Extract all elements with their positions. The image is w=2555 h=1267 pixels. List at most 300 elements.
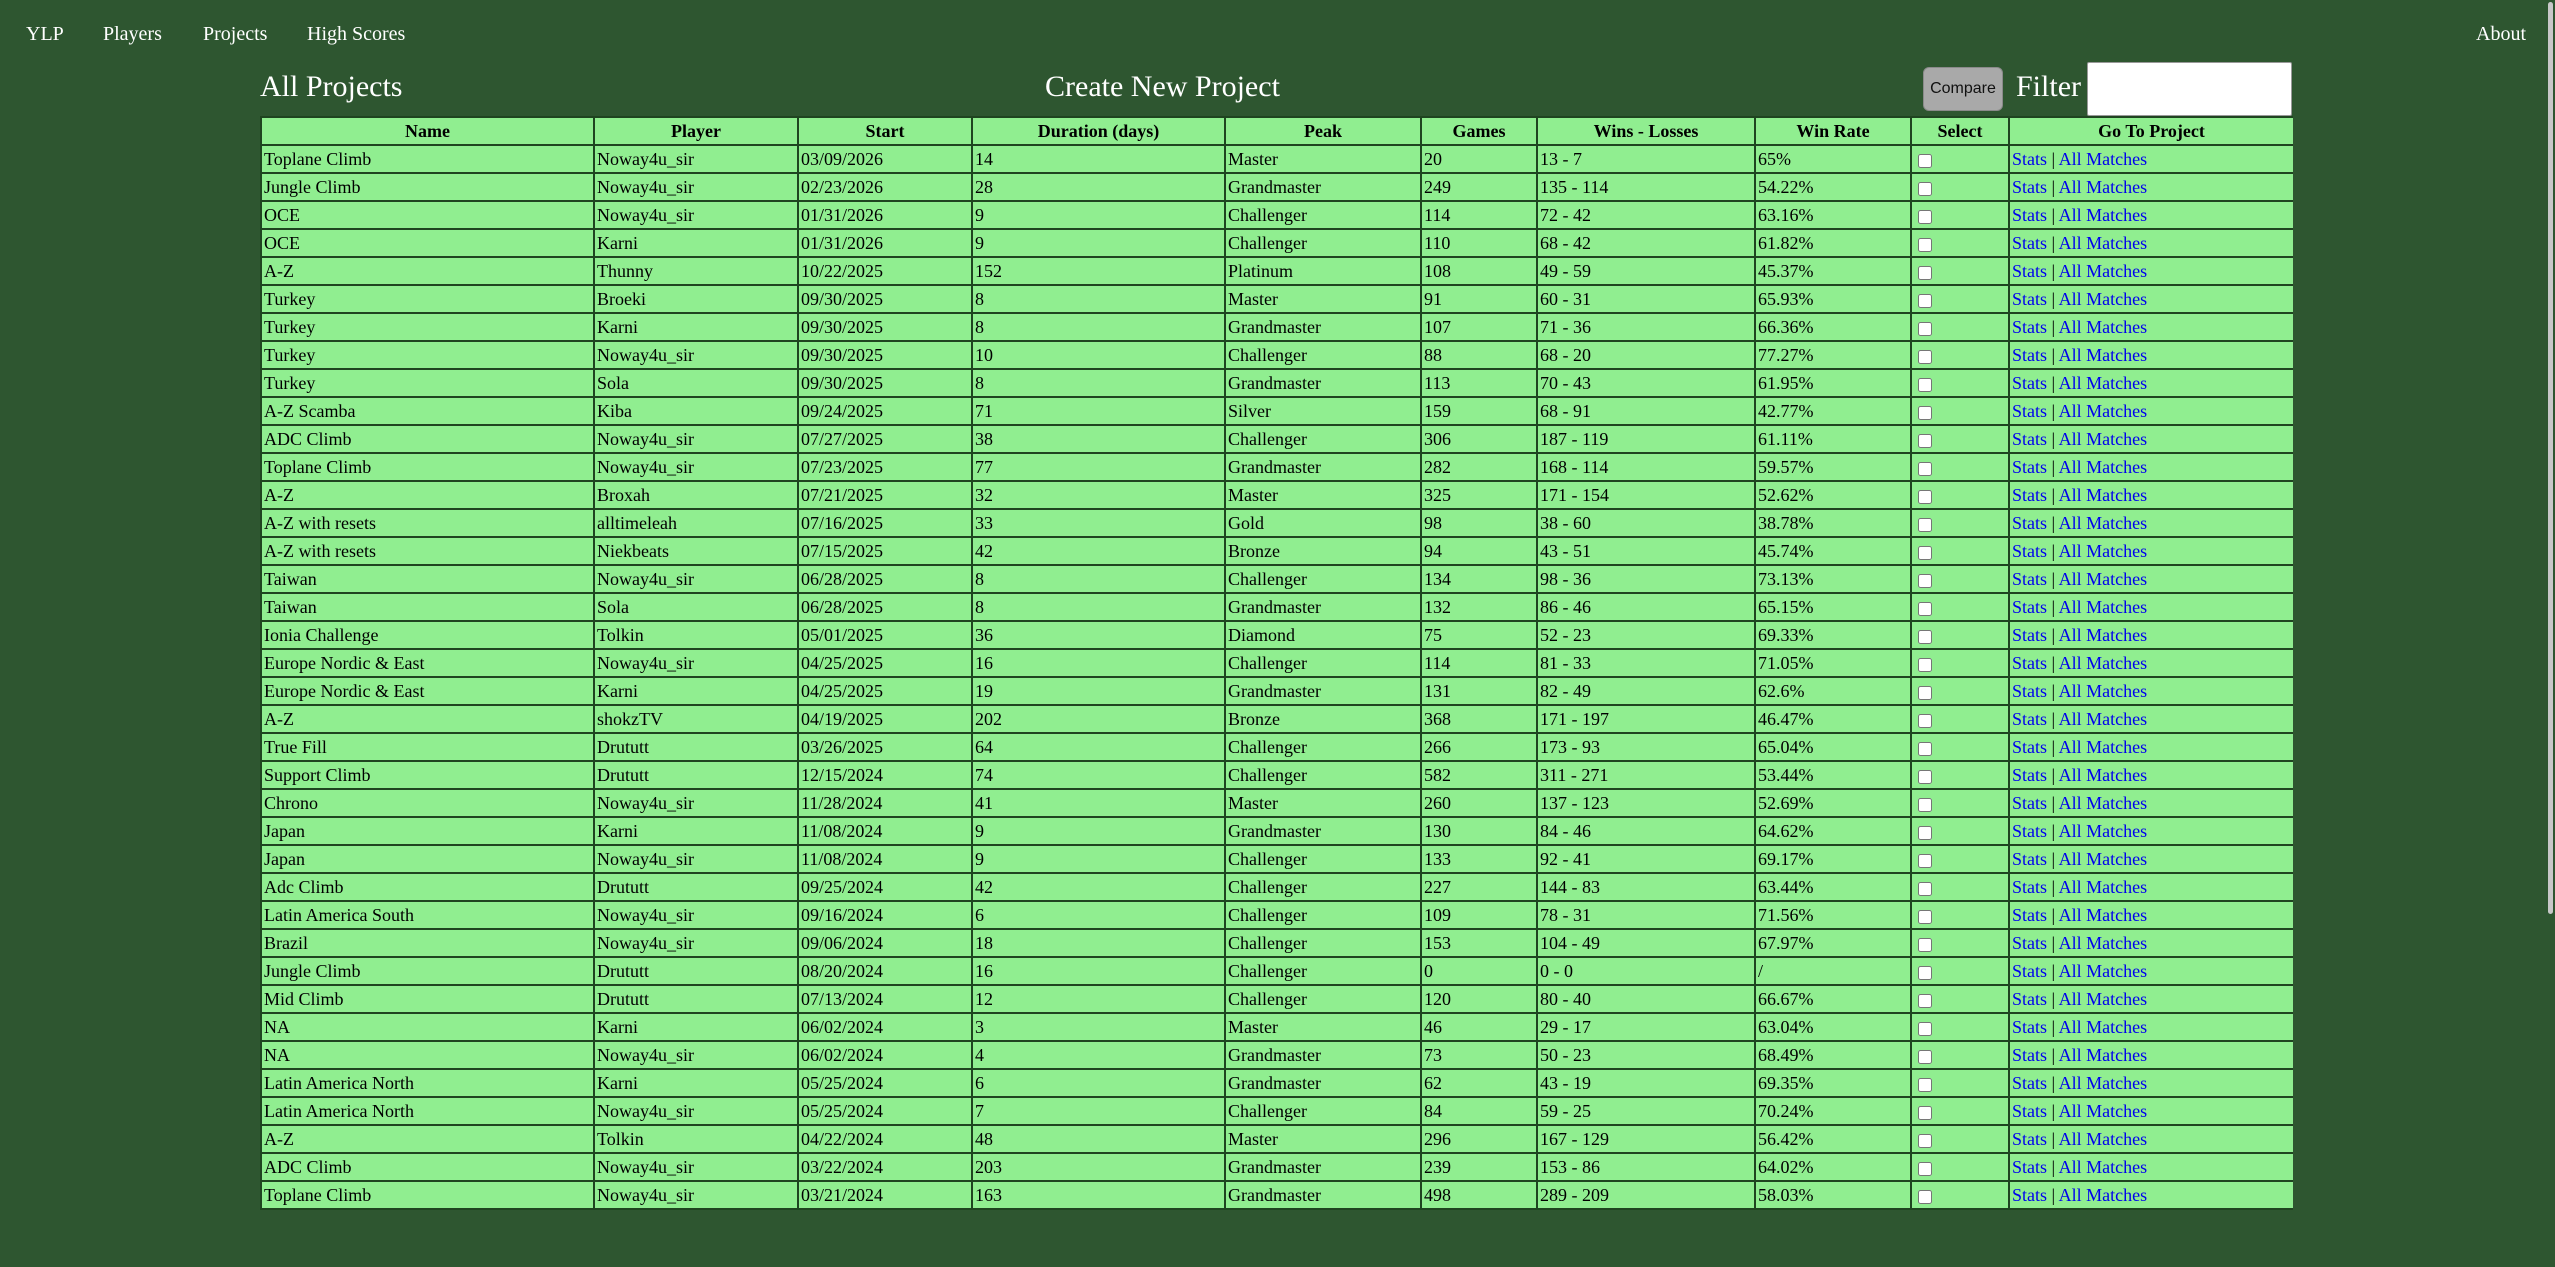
project-name-cell: OCE (261, 201, 594, 229)
stats-link[interactable]: Stats (2012, 849, 2048, 869)
all-matches-link[interactable]: All Matches (2058, 149, 2148, 169)
select-checkbox[interactable] (1918, 630, 1932, 644)
games-cell: 282 (1421, 453, 1537, 481)
select-checkbox[interactable] (1918, 1162, 1932, 1176)
table-row (261, 481, 2293, 509)
stats-link[interactable]: Stats (2012, 233, 2048, 253)
stats-link[interactable]: Stats (2012, 597, 2048, 617)
all-matches-link[interactable]: All Matches (2058, 177, 2148, 197)
filter-input[interactable] (2087, 62, 2292, 116)
project-name-cell: Taiwan (261, 593, 594, 621)
stats-link[interactable]: Stats (2012, 541, 2048, 561)
all-matches-link[interactable]: All Matches (2058, 709, 2148, 729)
stats-link[interactable]: Stats (2012, 1017, 2048, 1037)
select-checkbox[interactable] (1918, 350, 1932, 364)
stats-link[interactable]: Stats (2012, 149, 2048, 169)
select-checkbox[interactable] (1918, 910, 1932, 924)
link-separator: | (2047, 373, 2059, 393)
all-matches-link[interactable]: All Matches (2058, 261, 2148, 281)
all-matches-link[interactable]: All Matches (2058, 849, 2148, 869)
player-cell: Noway4u_sir (594, 173, 798, 201)
peak-cell: Challenger (1225, 425, 1421, 453)
link-separator: | (2047, 1017, 2059, 1037)
stats-link[interactable]: Stats (2012, 1073, 2048, 1093)
stats-link[interactable]: Stats (2012, 625, 2048, 645)
player-cell: Karni (594, 817, 798, 845)
go-to-project-cell (2009, 845, 2293, 873)
wins-losses-cell: 13 - 7 (1537, 145, 1755, 173)
all-matches-link[interactable]: All Matches (2058, 205, 2148, 225)
go-to-project-cell (2009, 901, 2293, 929)
stats-link[interactable]: Stats (2012, 457, 2048, 477)
all-matches-link[interactable]: All Matches (2058, 821, 2148, 841)
duration-cell: 28 (972, 173, 1225, 201)
select-cell (1911, 957, 2009, 985)
go-to-project-cell (2009, 397, 2293, 425)
wins-losses-cell: 144 - 83 (1537, 873, 1755, 901)
all-matches-link[interactable]: All Matches (2058, 1185, 2148, 1205)
player-cell: Karni (594, 229, 798, 257)
duration-cell: 7 (972, 1097, 1225, 1125)
stats-link[interactable]: Stats (2012, 1101, 2048, 1121)
table-row (261, 257, 2293, 285)
all-matches-link[interactable]: All Matches (2058, 429, 2148, 449)
stats-link[interactable]: Stats (2012, 877, 2048, 897)
stats-link[interactable]: Stats (2012, 485, 2048, 505)
all-matches-link[interactable]: All Matches (2058, 793, 2148, 813)
select-checkbox[interactable] (1918, 742, 1932, 756)
all-matches-link[interactable]: All Matches (2058, 597, 2148, 617)
select-checkbox[interactable] (1918, 826, 1932, 840)
link-separator: | (2047, 1101, 2059, 1121)
wins-losses-cell: 168 - 114 (1537, 453, 1755, 481)
stats-link[interactable]: Stats (2012, 373, 2048, 393)
project-name-cell: Turkey (261, 313, 594, 341)
stats-link[interactable]: Stats (2012, 289, 2048, 309)
wins-losses-cell: 38 - 60 (1537, 509, 1755, 537)
go-to-project-cell (2009, 677, 2293, 705)
all-matches-link[interactable]: All Matches (2058, 457, 2148, 477)
peak-cell: Bronze (1225, 705, 1421, 733)
stats-link[interactable]: Stats (2012, 513, 2048, 533)
stats-link[interactable]: Stats (2012, 1185, 2048, 1205)
all-matches-link[interactable]: All Matches (2058, 765, 2148, 785)
scrollbar-thumb[interactable] (2548, 2, 2553, 914)
stats-link[interactable]: Stats (2012, 989, 2048, 1009)
go-to-project-cell (2009, 1069, 2293, 1097)
select-checkbox[interactable] (1918, 322, 1932, 336)
start-date-cell: 03/22/2024 (798, 1153, 972, 1181)
all-matches-link[interactable]: All Matches (2058, 1129, 2148, 1149)
player-cell: Noway4u_sir (594, 929, 798, 957)
player-cell: Noway4u_sir (594, 201, 798, 229)
select-checkbox[interactable] (1918, 182, 1932, 196)
projects-table-container (260, 116, 2293, 1267)
games-cell: 582 (1421, 761, 1537, 789)
select-checkbox[interactable] (1918, 462, 1932, 476)
select-checkbox[interactable] (1918, 518, 1932, 532)
table-row (261, 705, 2293, 733)
peak-cell: Grandmaster (1225, 369, 1421, 397)
table-row (261, 509, 2293, 537)
win-rate-cell: 69.35% (1755, 1069, 1911, 1097)
peak-cell: Grandmaster (1225, 1041, 1421, 1069)
all-matches-link[interactable]: All Matches (2058, 569, 2148, 589)
select-checkbox[interactable] (1918, 994, 1932, 1008)
project-name-cell: NA (261, 1041, 594, 1069)
stats-link[interactable]: Stats (2012, 1045, 2048, 1065)
win-rate-cell: 45.37% (1755, 257, 1911, 285)
wins-losses-cell: 68 - 20 (1537, 341, 1755, 369)
filter-label: Filter (2016, 70, 2081, 103)
stats-link[interactable]: Stats (2012, 653, 2048, 673)
project-name-cell: Turkey (261, 369, 594, 397)
stats-link[interactable]: Stats (2012, 1129, 2048, 1149)
table-row (261, 761, 2293, 789)
select-checkbox[interactable] (1918, 1078, 1932, 1092)
peak-cell: Master (1225, 145, 1421, 173)
link-separator: | (2047, 877, 2059, 897)
all-matches-link[interactable]: All Matches (2058, 905, 2148, 925)
all-matches-link[interactable]: All Matches (2058, 625, 2148, 645)
wins-losses-cell: 104 - 49 (1537, 929, 1755, 957)
all-matches-link[interactable]: All Matches (2058, 373, 2148, 393)
player-cell: Drututt (594, 873, 798, 901)
peak-cell: Master (1225, 1013, 1421, 1041)
project-name-cell: A-Z with resets (261, 509, 594, 537)
duration-cell: 41 (972, 789, 1225, 817)
project-name-cell: Latin America North (261, 1097, 594, 1125)
select-checkbox[interactable] (1918, 238, 1932, 252)
select-checkbox[interactable] (1918, 686, 1932, 700)
col-duration-header: Duration (days) (972, 117, 1225, 145)
table-row (261, 229, 2293, 257)
start-date-cell: 04/22/2024 (798, 1125, 972, 1153)
all-matches-link[interactable]: All Matches (2058, 513, 2148, 533)
all-matches-link[interactable]: All Matches (2058, 401, 2148, 421)
player-cell: Noway4u_sir (594, 453, 798, 481)
link-separator: | (2047, 1157, 2059, 1177)
select-checkbox[interactable] (1918, 266, 1932, 280)
start-date-cell: 07/21/2025 (798, 481, 972, 509)
select-checkbox[interactable] (1918, 882, 1932, 896)
player-cell: Karni (594, 313, 798, 341)
go-to-project-cell (2009, 509, 2293, 537)
select-checkbox[interactable] (1918, 770, 1932, 784)
go-to-project-cell (2009, 453, 2293, 481)
stats-link[interactable]: Stats (2012, 1157, 2048, 1177)
select-checkbox[interactable] (1918, 378, 1932, 392)
select-checkbox[interactable] (1918, 1190, 1932, 1204)
table-row (261, 565, 2293, 593)
project-name-cell: Europe Nordic & East (261, 649, 594, 677)
wins-losses-cell: 50 - 23 (1537, 1041, 1755, 1069)
select-checkbox[interactable] (1918, 1134, 1932, 1148)
table-row (261, 425, 2293, 453)
win-rate-cell: 62.6% (1755, 677, 1911, 705)
start-date-cell: 05/25/2024 (798, 1069, 972, 1097)
start-date-cell: 09/16/2024 (798, 901, 972, 929)
player-cell: Sola (594, 593, 798, 621)
peak-cell: Master (1225, 285, 1421, 313)
select-checkbox[interactable] (1918, 294, 1932, 308)
all-matches-link[interactable]: All Matches (2058, 1017, 2148, 1037)
stats-link[interactable]: Stats (2012, 177, 2048, 197)
all-matches-link[interactable]: All Matches (2058, 1045, 2148, 1065)
select-checkbox[interactable] (1918, 1050, 1932, 1064)
peak-cell: Master (1225, 1125, 1421, 1153)
all-matches-link[interactable]: All Matches (2058, 1157, 2148, 1177)
win-rate-cell: 61.11% (1755, 425, 1911, 453)
table-row (261, 313, 2293, 341)
wins-losses-cell: 29 - 17 (1537, 1013, 1755, 1041)
player-cell: Karni (594, 1013, 798, 1041)
select-cell (1911, 1097, 2009, 1125)
stats-link[interactable]: Stats (2012, 737, 2048, 757)
all-matches-link[interactable]: All Matches (2058, 485, 2148, 505)
all-matches-link[interactable]: All Matches (2058, 961, 2148, 981)
select-cell (1911, 621, 2009, 649)
create-new-project-link[interactable]: Create New Project (1045, 70, 1280, 103)
project-name-cell: Europe Nordic & East (261, 677, 594, 705)
select-checkbox[interactable] (1918, 1106, 1932, 1120)
select-cell (1911, 873, 2009, 901)
stats-link[interactable]: Stats (2012, 961, 2048, 981)
link-separator: | (2047, 317, 2059, 337)
all-matches-link[interactable]: All Matches (2058, 653, 2148, 673)
all-matches-link[interactable]: All Matches (2058, 289, 2148, 309)
stats-link[interactable]: Stats (2012, 345, 2048, 365)
games-cell: 306 (1421, 425, 1537, 453)
go-to-project-cell (2009, 481, 2293, 509)
select-checkbox[interactable] (1918, 490, 1932, 504)
stats-link[interactable]: Stats (2012, 317, 2048, 337)
wins-losses-cell: 311 - 271 (1537, 761, 1755, 789)
table-row (261, 145, 2293, 173)
all-matches-link[interactable]: All Matches (2058, 1073, 2148, 1093)
duration-cell: 8 (972, 313, 1225, 341)
win-rate-cell: 64.02% (1755, 1153, 1911, 1181)
duration-cell: 38 (972, 425, 1225, 453)
col-start-header: Start (798, 117, 972, 145)
duration-cell: 9 (972, 845, 1225, 873)
select-checkbox[interactable] (1918, 854, 1932, 868)
all-matches-link[interactable]: All Matches (2058, 989, 2148, 1009)
games-cell: 94 (1421, 537, 1537, 565)
player-cell: Noway4u_sir (594, 425, 798, 453)
select-checkbox[interactable] (1918, 574, 1932, 588)
select-cell (1911, 453, 2009, 481)
start-date-cell: 05/01/2025 (798, 621, 972, 649)
project-name-cell: Adc Climb (261, 873, 594, 901)
duration-cell: 32 (972, 481, 1225, 509)
link-separator: | (2047, 1129, 2059, 1149)
games-cell: 132 (1421, 593, 1537, 621)
wins-losses-cell: 71 - 36 (1537, 313, 1755, 341)
project-name-cell: Jungle Climb (261, 957, 594, 985)
duration-cell: 16 (972, 649, 1225, 677)
stats-link[interactable]: Stats (2012, 261, 2048, 281)
project-name-cell: Support Climb (261, 761, 594, 789)
games-cell: 249 (1421, 173, 1537, 201)
select-checkbox[interactable] (1918, 938, 1932, 952)
go-to-project-cell (2009, 1097, 2293, 1125)
table-row (261, 1097, 2293, 1125)
go-to-project-cell (2009, 593, 2293, 621)
stats-link[interactable]: Stats (2012, 793, 2048, 813)
nav-projects-link[interactable]: Projects (203, 23, 268, 45)
duration-cell: 14 (972, 145, 1225, 173)
start-date-cell: 09/24/2025 (798, 397, 972, 425)
peak-cell: Challenger (1225, 985, 1421, 1013)
games-cell: 91 (1421, 285, 1537, 313)
player-cell: Broxah (594, 481, 798, 509)
start-date-cell: 10/22/2025 (798, 257, 972, 285)
stats-link[interactable]: Stats (2012, 401, 2048, 421)
select-checkbox[interactable] (1918, 602, 1932, 616)
stats-link[interactable]: Stats (2012, 821, 2048, 841)
link-separator: | (2047, 793, 2059, 813)
project-name-cell: Latin America North (261, 1069, 594, 1097)
go-to-project-cell (2009, 621, 2293, 649)
wins-losses-cell: 187 - 119 (1537, 425, 1755, 453)
win-rate-cell: 71.05% (1755, 649, 1911, 677)
duration-cell: 36 (972, 621, 1225, 649)
peak-cell: Silver (1225, 397, 1421, 425)
duration-cell: 8 (972, 369, 1225, 397)
select-checkbox[interactable] (1918, 1022, 1932, 1036)
stats-link[interactable]: Stats (2012, 905, 2048, 925)
select-cell (1911, 145, 2009, 173)
table-row (261, 1041, 2293, 1069)
all-matches-link[interactable]: All Matches (2058, 933, 2148, 953)
duration-cell: 9 (972, 229, 1225, 257)
all-matches-link[interactable]: All Matches (2058, 345, 2148, 365)
select-checkbox[interactable] (1918, 154, 1932, 168)
peak-cell: Challenger (1225, 873, 1421, 901)
wins-losses-cell: 52 - 23 (1537, 621, 1755, 649)
win-rate-cell: 73.13% (1755, 565, 1911, 593)
nav-high-scores-link[interactable]: High Scores (307, 23, 406, 45)
peak-cell: Grandmaster (1225, 1069, 1421, 1097)
link-separator: | (2047, 485, 2059, 505)
games-cell: 62 (1421, 1069, 1537, 1097)
stats-link[interactable]: Stats (2012, 429, 2048, 449)
peak-cell: Challenger (1225, 733, 1421, 761)
col-win-rate-header: Win Rate (1755, 117, 1911, 145)
compare-button[interactable]: Compare (1923, 67, 2003, 111)
select-checkbox[interactable] (1918, 714, 1932, 728)
start-date-cell: 06/28/2025 (798, 593, 972, 621)
stats-link[interactable]: Stats (2012, 933, 2048, 953)
start-date-cell: 05/25/2024 (798, 1097, 972, 1125)
go-to-project-cell (2009, 425, 2293, 453)
stats-link[interactable]: Stats (2012, 765, 2048, 785)
duration-cell: 74 (972, 761, 1225, 789)
all-matches-link[interactable]: All Matches (2058, 233, 2148, 253)
games-cell: 131 (1421, 677, 1537, 705)
start-date-cell: 07/16/2025 (798, 509, 972, 537)
select-checkbox[interactable] (1918, 406, 1932, 420)
all-matches-link[interactable]: All Matches (2058, 541, 2148, 561)
stats-link[interactable]: Stats (2012, 709, 2048, 729)
table-row (261, 173, 2293, 201)
all-matches-link[interactable]: All Matches (2058, 681, 2148, 701)
link-separator: | (2047, 765, 2059, 785)
select-checkbox[interactable] (1918, 546, 1932, 560)
project-name-cell: Mid Climb (261, 985, 594, 1013)
table-row (261, 649, 2293, 677)
games-cell: 73 (1421, 1041, 1537, 1069)
stats-link[interactable]: Stats (2012, 569, 2048, 589)
all-matches-link[interactable]: All Matches (2058, 737, 2148, 757)
select-cell (1911, 201, 2009, 229)
select-checkbox[interactable] (1918, 658, 1932, 672)
win-rate-cell: / (1755, 957, 1911, 985)
all-matches-link[interactable]: All Matches (2058, 317, 2148, 337)
select-cell (1911, 537, 2009, 565)
games-cell: 266 (1421, 733, 1537, 761)
select-checkbox[interactable] (1918, 434, 1932, 448)
table-row (261, 593, 2293, 621)
all-matches-link[interactable]: All Matches (2058, 877, 2148, 897)
stats-link[interactable]: Stats (2012, 205, 2048, 225)
duration-cell: 8 (972, 565, 1225, 593)
games-cell: 239 (1421, 1153, 1537, 1181)
player-cell: Drututt (594, 761, 798, 789)
nav-brand-link[interactable]: YLP (26, 23, 64, 45)
peak-cell: Grandmaster (1225, 1181, 1421, 1209)
select-cell (1911, 369, 2009, 397)
link-separator: | (2047, 149, 2059, 169)
stats-link[interactable]: Stats (2012, 681, 2048, 701)
peak-cell: Grandmaster (1225, 593, 1421, 621)
games-cell: 114 (1421, 649, 1537, 677)
wins-losses-cell: 82 - 49 (1537, 677, 1755, 705)
table-row (261, 957, 2293, 985)
duration-cell: 8 (972, 593, 1225, 621)
select-checkbox[interactable] (1918, 798, 1932, 812)
link-separator: | (2047, 261, 2059, 281)
select-cell (1911, 1181, 2009, 1209)
go-to-project-cell (2009, 873, 2293, 901)
select-checkbox[interactable] (1918, 210, 1932, 224)
duration-cell: 42 (972, 537, 1225, 565)
select-cell (1911, 1125, 2009, 1153)
wins-losses-cell: 153 - 86 (1537, 1153, 1755, 1181)
link-separator: | (2047, 905, 2059, 925)
select-cell (1911, 789, 2009, 817)
all-matches-link[interactable]: All Matches (2058, 1101, 2148, 1121)
nav-about-link[interactable]: About (2476, 23, 2526, 45)
project-name-cell: Japan (261, 845, 594, 873)
link-separator: | (2047, 1185, 2059, 1205)
link-separator: | (2047, 709, 2059, 729)
peak-cell: Grandmaster (1225, 677, 1421, 705)
duration-cell: 18 (972, 929, 1225, 957)
link-separator: | (2047, 541, 2059, 561)
start-date-cell: 01/31/2026 (798, 229, 972, 257)
nav-players-link[interactable]: Players (103, 23, 162, 45)
top-nav (0, 0, 2555, 70)
games-cell: 296 (1421, 1125, 1537, 1153)
select-cell (1911, 481, 2009, 509)
duration-cell: 16 (972, 957, 1225, 985)
project-name-cell: Turkey (261, 341, 594, 369)
select-checkbox[interactable] (1918, 966, 1932, 980)
page-title: All Projects (260, 70, 403, 103)
player-cell: Drututt (594, 957, 798, 985)
